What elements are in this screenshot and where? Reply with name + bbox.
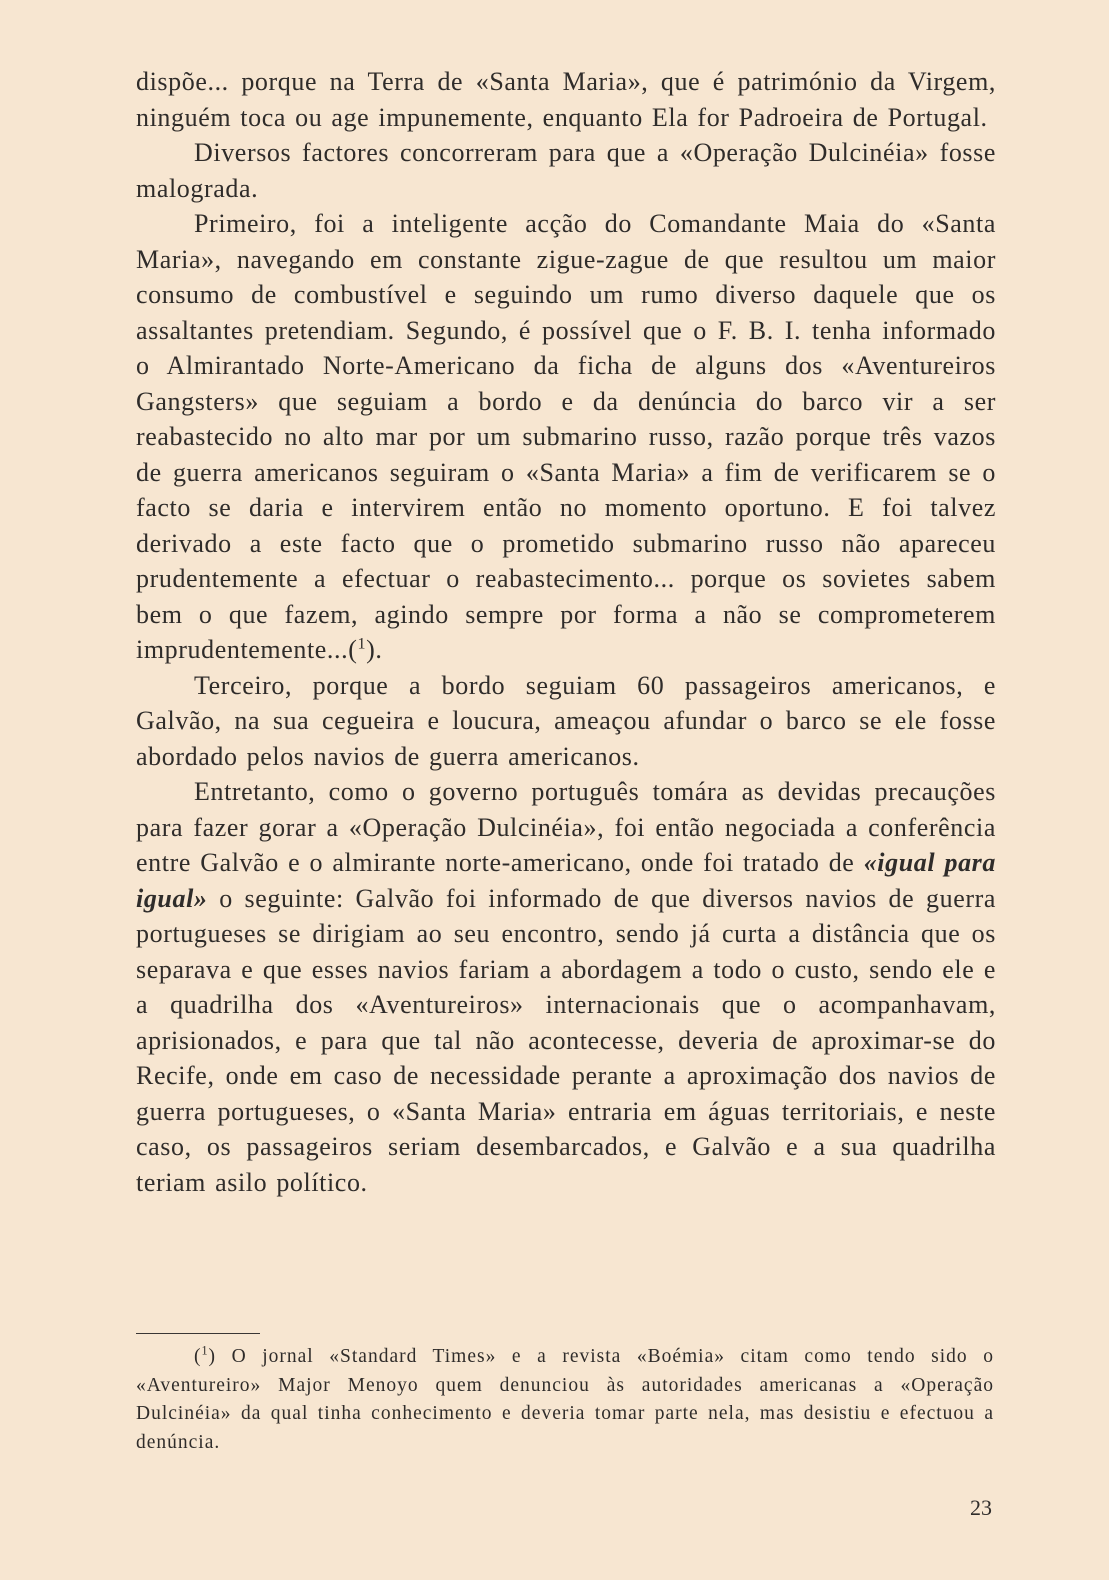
footnote [136, 1343, 994, 1457]
paragraph-text-end: ). [366, 635, 383, 664]
paragraph-text: Diversos factores concorreram para que a «Operação Dulcinéia» fosse malograda. [136, 138, 996, 203]
paragraph-3 [136, 206, 996, 668]
paragraph-2 [136, 135, 996, 206]
footnote-reference: 1 [357, 635, 367, 653]
paragraph-4 [136, 668, 996, 775]
footnote-marker-close: ) [208, 1346, 217, 1367]
emphasis-text: «igual para igual» [136, 848, 996, 913]
page-number: 23 [970, 1495, 992, 1520]
paragraph-text: Primeiro, foi a inteligente acção do Comandante Maia do «Santa Maria», navegando em constante zigue-zague de que resultou um maior consumo de combustível e seguindo um rumo diverso daquele que os assaltantes pretendiam. Segundo, é possível que o F. B. I. tenha informado o Almirantado Norte-Americano da ficha de alguns dos «Aventureiros Gangsters» que seguiam a bordo e da denúncia do barco vir a ser reabastecido no alto mar por um submarino russo, razão porque três vazos de guerra americanos seguiram o «Santa Maria» a fim de verificarem se o facto se daria e intervirem então no momento oportuno. E foi talvez derivado a este facto que o prometido submarino russo não apareceu prudentemente a efectuar o reabastecimento... porque os sovietes sabem bem o que fazem, agindo sempre por forma a não se comprometerem imprudentemente...( [136, 209, 996, 664]
paragraph-text: Entretanto, como o governo português tomára as devidas precauções para fazer gorar a «Operação Dulcinéia», foi então negociada a conferência entre Galvão e o almirante norte-americano, onde foi tratado de [136, 777, 996, 877]
footnote-marker-open: ( [194, 1346, 202, 1367]
paragraph-text: Terceiro, porque a bordo seguiam 60 passageiros americanos, e Galvão, na sua cegueira e loucura, ameaçou afundar o barco se ele fosse abordado pelos navios de guerra americanos. [136, 670, 996, 771]
paragraph-text: dispõe... porque na Terra de «Santa Maria», que é património da Virgem, ninguém toca ou age impunemente, enquanto Ela for Padroeira de Portugal. [136, 67, 996, 132]
footnote-marker: 1 [201, 1343, 209, 1358]
body-text [136, 64, 996, 1200]
paragraph-1 [136, 64, 996, 135]
footnote-divider [136, 1333, 260, 1334]
paragraph-text-cont: o seguinte: Galvão foi informado de que diversos navios de guerra portugueses se dirigiam ao seu encontro, sendo já curta a distância que os separava e que esses navios fariam a abordagem a todo o custo, sendo ele e a quadrilha dos «Aventureiros» internacionais que o acompanhavam, aprisionados, e para que tal não acontecesse, deveria de aproximar-se do Recife, onde em caso de necessidade perante a aproximação dos navios de guerra portugueses, o «Santa Maria» entraria em águas territoriais, e neste caso, os passageiros seriam desembarcados, e Galvão e a sua quadrilha teriam asilo político. [136, 883, 996, 1197]
footnote-text: O jornal «Standard Times» e a revista «Boémia» citam como tendo sido o «Aventureiro» Major Menoyo quem denunciou às autoridades americanas a «Operação Dulcinéia» da qual tinha conhecimento e deveria tomar parte nela, mas desistiu e efectuou a denúncia. [136, 1346, 994, 1453]
paragraph-5 [136, 774, 996, 1200]
